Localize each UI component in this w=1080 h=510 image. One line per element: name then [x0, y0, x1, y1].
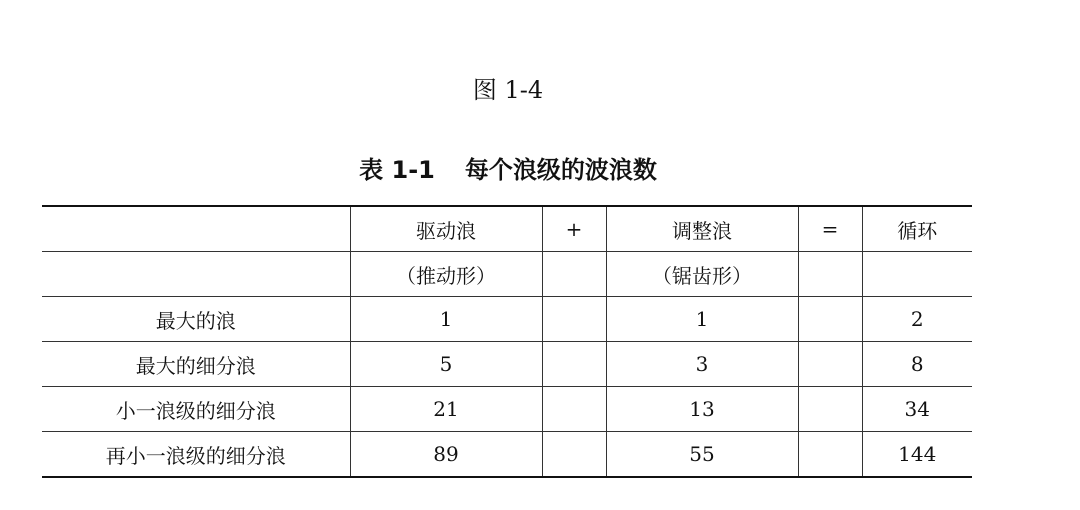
- header-cell-corrective: 调整浪: [606, 206, 798, 252]
- header-row-2: [42, 252, 972, 297]
- table-cell: 1: [606, 297, 798, 342]
- row-label: 小一浪级的细分浪: [42, 387, 350, 432]
- table-cell: [798, 387, 862, 432]
- table-cell: 3: [606, 342, 798, 387]
- table-cell: 144: [862, 432, 972, 478]
- table-cell: 34: [862, 387, 972, 432]
- table-title: [0, 152, 1016, 188]
- table-row: [42, 387, 972, 432]
- header-cell-impulse-sub: （推动形）: [350, 252, 542, 297]
- row-label: 最大的细分浪: [42, 342, 350, 387]
- table-cell: 13: [606, 387, 798, 432]
- row-label: 再小一浪级的细分浪: [42, 432, 350, 478]
- table-row: [42, 342, 972, 387]
- table-cell: [542, 432, 606, 478]
- table-cell: [798, 432, 862, 478]
- table-row: [42, 297, 972, 342]
- table-cell: [542, 342, 606, 387]
- table-cell: 1: [350, 297, 542, 342]
- table-cell: 55: [606, 432, 798, 478]
- header-row-1: [42, 206, 972, 252]
- header-cell: [542, 252, 606, 297]
- table-cell: 5: [350, 342, 542, 387]
- table-cell: 2: [862, 297, 972, 342]
- wave-count-table: [42, 205, 972, 478]
- header-cell: [798, 252, 862, 297]
- table-cell: 8: [862, 342, 972, 387]
- table-number: 表 1-1: [359, 156, 435, 184]
- header-cell-cycle: 循环: [862, 206, 972, 252]
- header-cell: [42, 206, 350, 252]
- table-title-text: 每个浪级的波浪数: [464, 156, 657, 184]
- table-cell: [798, 297, 862, 342]
- header-cell-plus: +: [542, 206, 606, 252]
- header-cell-impulse: 驱动浪: [350, 206, 542, 252]
- table-cell: 89: [350, 432, 542, 478]
- header-cell: [42, 252, 350, 297]
- table-cell: [542, 297, 606, 342]
- header-cell-corrective-sub: （锯齿形）: [606, 252, 798, 297]
- table-cell: [798, 342, 862, 387]
- figure-caption: 图 1-4: [472, 76, 544, 104]
- header-cell-equals: =: [798, 206, 862, 252]
- table-cell: 21: [350, 387, 542, 432]
- table-cell: [542, 387, 606, 432]
- table-row: [42, 432, 972, 478]
- row-label: 最大的浪: [42, 297, 350, 342]
- header-cell: [862, 252, 972, 297]
